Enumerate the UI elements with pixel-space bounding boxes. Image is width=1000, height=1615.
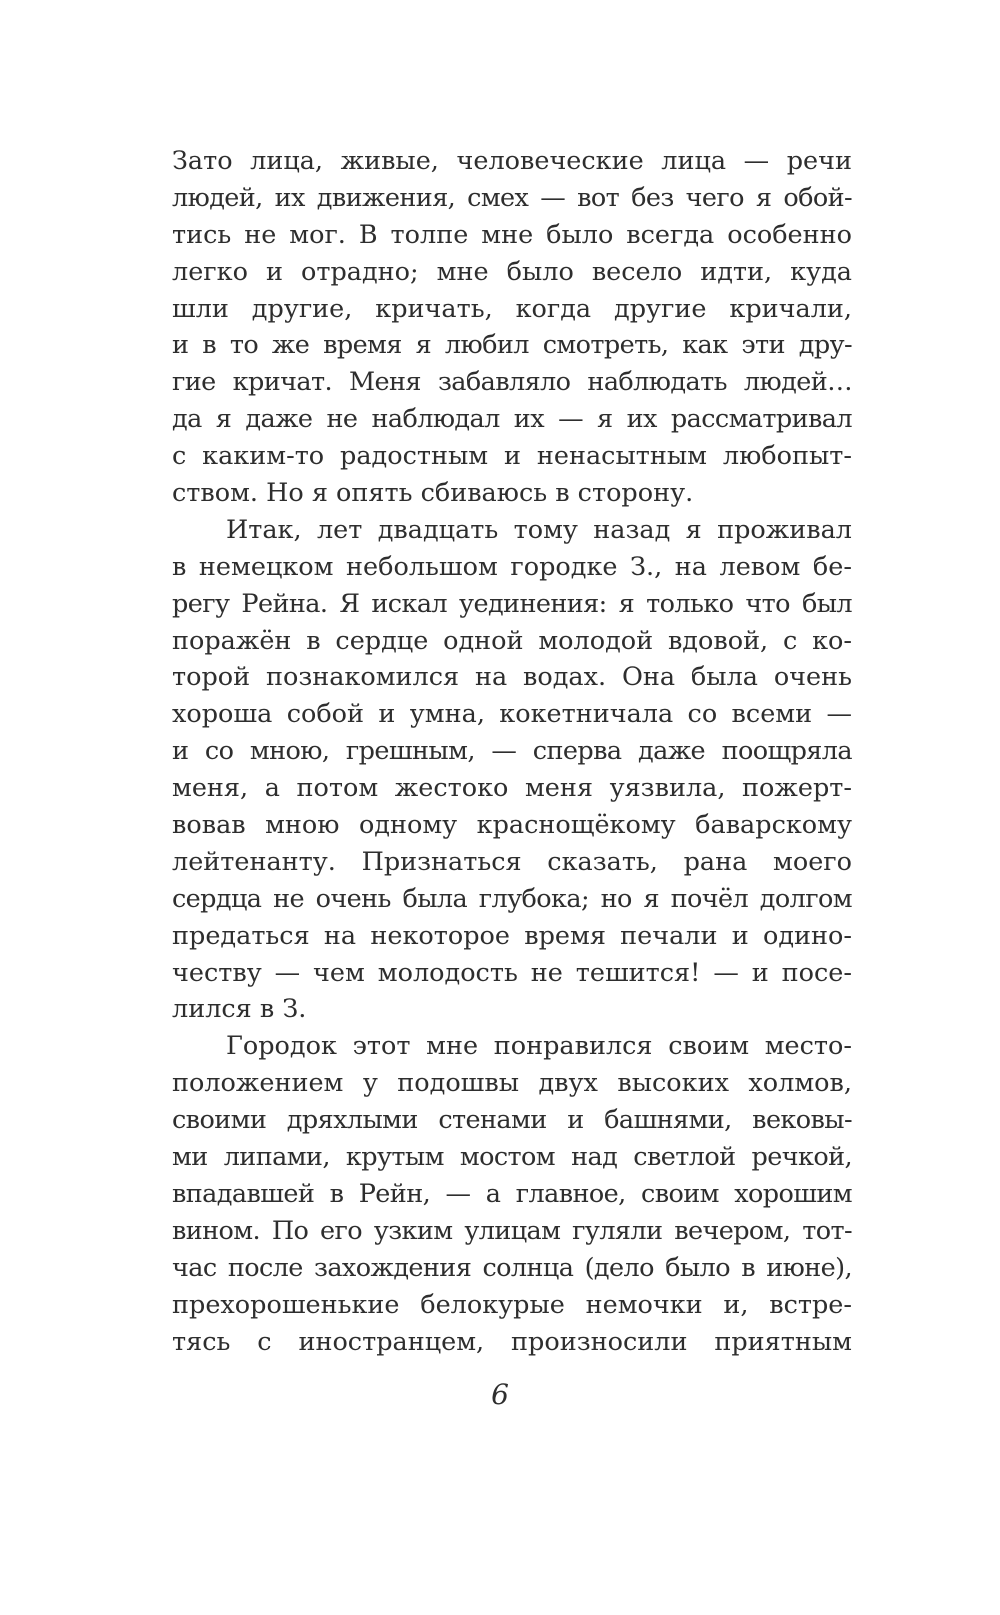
text-line: меня, а потом жестоко меня уязвила, пожерт- [172, 773, 852, 804]
text-line: с каким-то радостным и ненасытным любопыт- [172, 441, 852, 472]
text-line: шли другие, кричать, когда другие кричали, [172, 293, 852, 324]
text-line: Зато лица, живые, человеческие лица — речи [172, 146, 852, 176]
text-line: прехорошенькие белокурые немочки и, встре- [172, 1289, 852, 1320]
text-line: поражён в сердце одной молодой вдовой, с ко- [172, 625, 852, 656]
text-line: да я даже не наблюдал их — я их рассматривал [172, 404, 852, 435]
text-line: ством. Но я опять сбиваюсь в сторону. [172, 478, 694, 509]
text-line: легко и отрадно; мне было весело идти, куда [172, 256, 852, 287]
text-line: честву — чем молодость не тешится! — и посе- [172, 957, 852, 988]
text-line: своими дряхлыми стенами и башнями, вековы- [172, 1105, 852, 1136]
text-line: впадавшей в Рейн, — а главное, своим хорошим [172, 1178, 852, 1209]
page-number: 6 [491, 1378, 509, 1411]
text-line: вином. По его узким улицам гуляли вечером, тот- [172, 1215, 852, 1246]
text-line: регу Рейна. Я искал уединения: я только что был [172, 588, 852, 619]
paragraph-start-line: Городок этот мне понравился своим место- [226, 1031, 852, 1062]
text-line: и в то же время я любил смотреть, как эти дру- [172, 330, 852, 361]
text-line: тясь с иностранцем, произносили приятным [172, 1326, 852, 1357]
book-page-text [172, 143, 852, 1360]
text-line: сердца не очень была глубока; но я почёл долгом [172, 883, 852, 914]
text-line: гие кричат. Меня забавляло наблюдать людей… [172, 367, 852, 398]
text-line: лейтенанту. Признаться сказать, рана моего [172, 846, 852, 877]
text-line: хороша собой и умна, кокетничала со всеми — [172, 699, 852, 730]
text-line: час после захождения солнца (дело было в июне), [172, 1252, 852, 1283]
text-line: и со мною, грешным, — сперва даже поощряла [172, 736, 852, 767]
text-line: в немецком небольшом городке З., на левом бе- [172, 551, 852, 582]
text-line: торой познакомился на водах. Она была очень [172, 662, 852, 693]
text-line: тись не мог. В толпе мне было всегда особенно [172, 219, 852, 250]
paragraph-start-line: Итак, лет двадцать тому назад я проживал [226, 514, 852, 545]
text-line: лился в З. [172, 994, 307, 1025]
text-line: ми липами, крутым мостом над светлой речкой, [172, 1142, 852, 1173]
text-line: предаться на некоторое время печали и одино- [172, 920, 852, 951]
text-line: вовав мною одному краснощёкому баварскому [172, 810, 852, 841]
text-line: положением у подошвы двух высоких холмов, [172, 1068, 852, 1099]
text-line: людей, их движения, смех — вот без чего я обой- [172, 182, 852, 213]
